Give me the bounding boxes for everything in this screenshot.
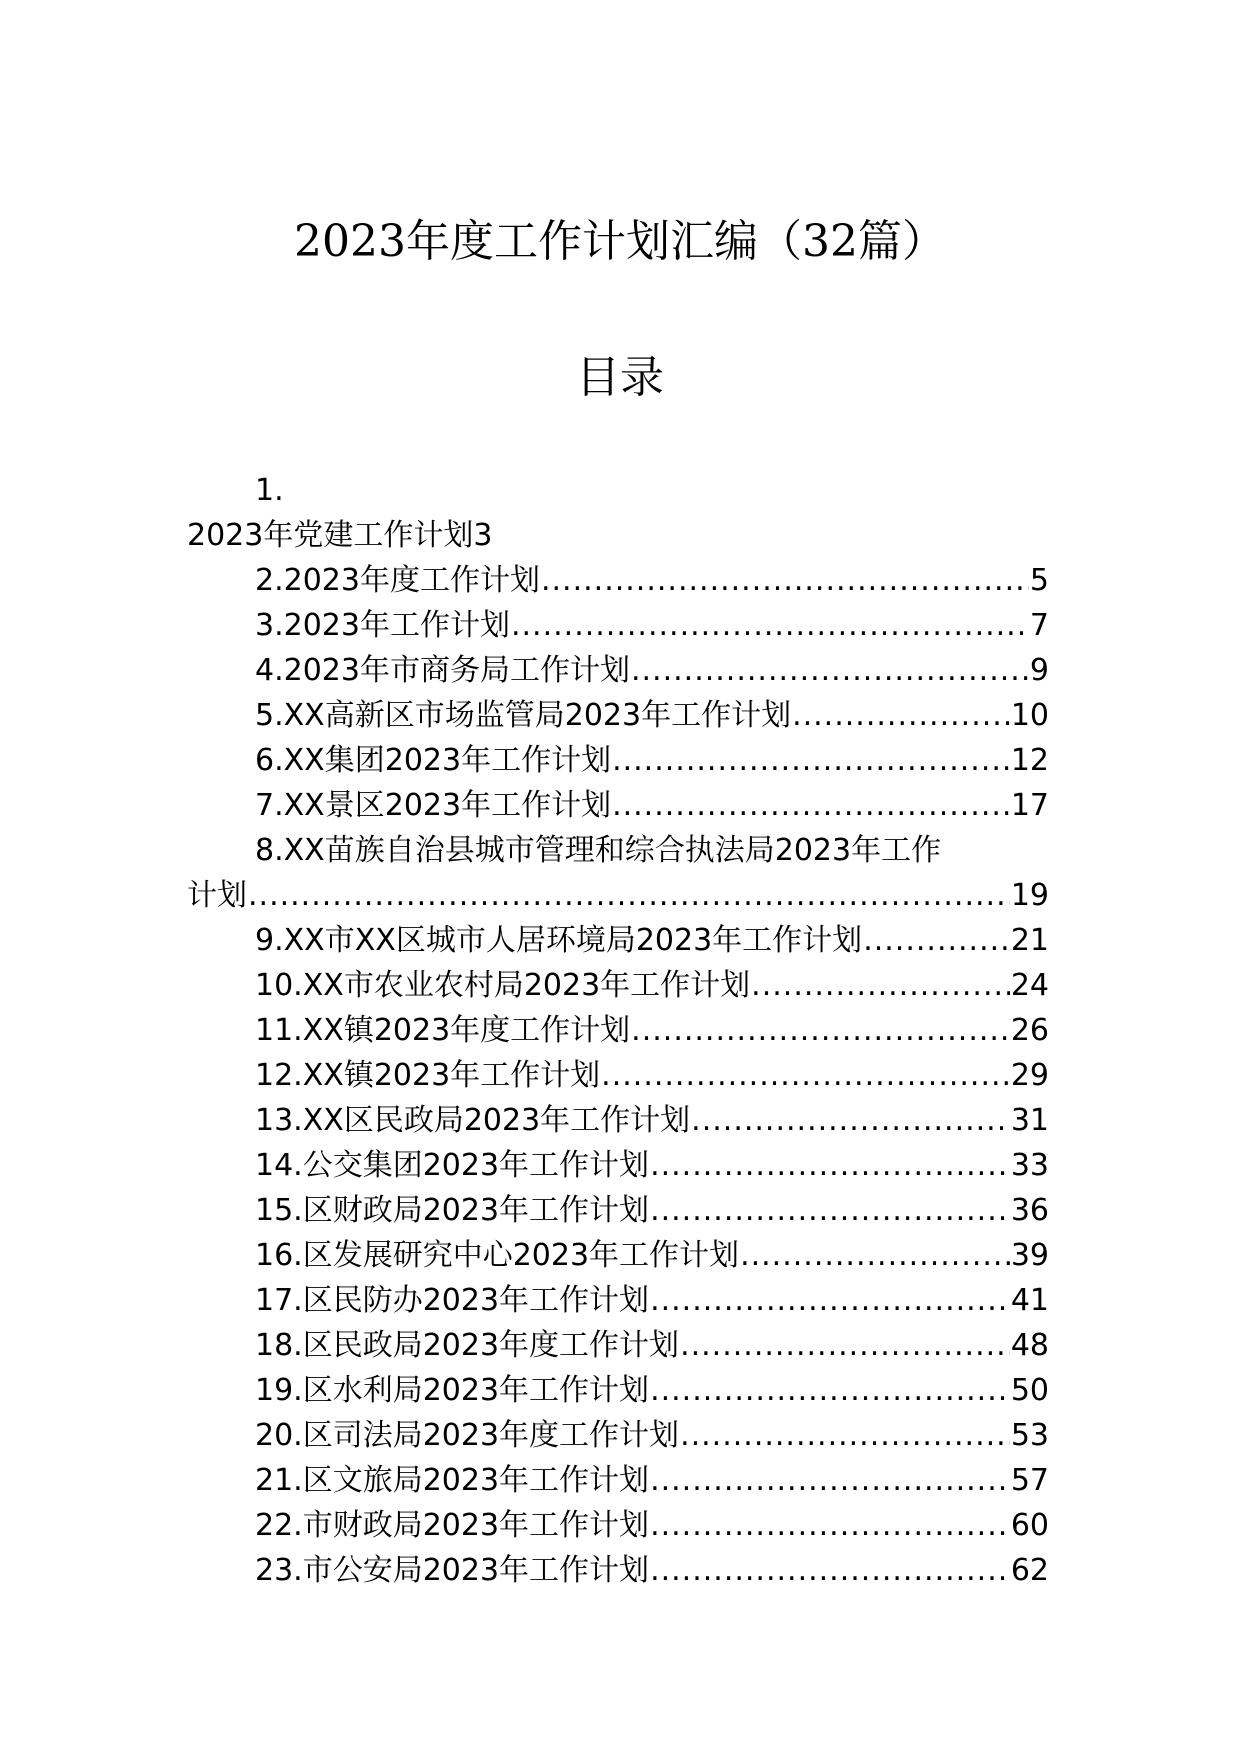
toc-entry-label: 12.XX镇2023年工作计划 bbox=[255, 1058, 601, 1093]
toc-entry-label: 19.区水利局2023年工作计划 bbox=[255, 1373, 650, 1408]
toc-entry[interactable] bbox=[187, 648, 1049, 693]
toc-entry[interactable] bbox=[187, 1278, 1049, 1323]
toc-entry-label: 14.公交集团2023年工作计划 bbox=[255, 1148, 650, 1183]
toc-entry[interactable] bbox=[187, 963, 1049, 1008]
dot-leader bbox=[680, 1323, 1010, 1368]
toc-entry-label: 20.区司法局2023年度工作计划 bbox=[255, 1418, 680, 1453]
toc-entry-label: 9.XX市XX区城市人居环境局2023年工作计划 bbox=[255, 923, 863, 958]
toc-entry-label: 15.区财政局2023年工作计划 bbox=[255, 1193, 650, 1228]
toc-entry-label: 5.XX高新区市场监管局2023年工作计划 bbox=[255, 698, 792, 733]
toc-entry-page: 9 bbox=[1029, 653, 1049, 688]
dot-leader bbox=[650, 1278, 1010, 1323]
toc-entry[interactable] bbox=[187, 603, 1049, 648]
toc-heading: 目录 bbox=[576, 352, 664, 403]
toc-entry-page: 5 bbox=[1029, 563, 1049, 598]
toc-entry-label: 16.区发展研究中心2023年工作计划 bbox=[255, 1238, 740, 1273]
dot-leader bbox=[248, 873, 1010, 918]
dot-leader bbox=[792, 693, 1010, 738]
toc-entry[interactable] bbox=[187, 1143, 1049, 1188]
toc-entry[interactable] bbox=[187, 1548, 1049, 1593]
dot-leader bbox=[631, 1008, 1010, 1053]
table-of-contents bbox=[187, 468, 1049, 1593]
toc-entry-page: 12 bbox=[1010, 743, 1049, 778]
dot-leader bbox=[650, 1458, 1010, 1503]
toc-entry[interactable] bbox=[187, 1323, 1049, 1368]
toc-entry-page: 31 bbox=[1010, 1103, 1049, 1138]
toc-entry-page: 17 bbox=[1010, 788, 1049, 823]
toc-entry-label: 2.2023年度工作计划 bbox=[255, 563, 540, 598]
toc-entry-label: 11.XX镇2023年度工作计划 bbox=[255, 1013, 631, 1048]
toc-entry[interactable] bbox=[187, 1458, 1049, 1503]
toc-entry-page: 57 bbox=[1010, 1463, 1049, 1498]
dot-leader bbox=[601, 1053, 1010, 1098]
toc-entry[interactable] bbox=[187, 1233, 1049, 1278]
dot-leader bbox=[680, 1413, 1010, 1458]
toc-entry-label: 23.市公安局2023年工作计划 bbox=[255, 1553, 650, 1588]
toc-entry[interactable] bbox=[187, 1098, 1049, 1143]
toc-entry-1-number[interactable]: 1. bbox=[255, 473, 284, 508]
toc-entry-page: 26 bbox=[1010, 1013, 1049, 1048]
dot-leader bbox=[650, 1503, 1010, 1548]
toc-entry-page: 39 bbox=[1010, 1238, 1049, 1273]
dot-leader bbox=[612, 783, 1010, 828]
dot-leader bbox=[751, 963, 1010, 1008]
dot-leader bbox=[863, 918, 1010, 963]
toc-entry-page: 62 bbox=[1010, 1553, 1049, 1588]
toc-entry-page: 50 bbox=[1010, 1373, 1049, 1408]
toc-entry-page: 19 bbox=[1010, 878, 1049, 913]
toc-entry[interactable] bbox=[187, 1188, 1049, 1233]
toc-entry-label: 4.2023年市商务局工作计划 bbox=[255, 653, 630, 688]
toc-entry-page: 53 bbox=[1010, 1418, 1049, 1453]
toc-entry-page: 36 bbox=[1010, 1193, 1049, 1228]
toc-entry-label: 17.区民防办2023年工作计划 bbox=[255, 1283, 650, 1318]
dot-leader bbox=[691, 1098, 1010, 1143]
toc-entry-8-line-1[interactable]: 8.XX苗族自治县城市管理和综合执法局2023年工作 bbox=[255, 833, 942, 868]
dot-leader bbox=[650, 1143, 1010, 1188]
toc-entry[interactable] bbox=[187, 1413, 1049, 1458]
dot-leader bbox=[740, 1233, 1010, 1278]
toc-entry-page: 60 bbox=[1010, 1508, 1049, 1543]
toc-entry-8-line-2[interactable] bbox=[187, 873, 1049, 918]
toc-entry-page: 29 bbox=[1010, 1058, 1049, 1093]
dot-leader bbox=[650, 1368, 1010, 1413]
document-title: 2023年度工作计划汇编（32篇） bbox=[294, 216, 946, 267]
toc-entry-page: 48 bbox=[1010, 1328, 1049, 1363]
toc-entry-label: 7.XX景区2023年工作计划 bbox=[255, 788, 612, 823]
toc-entry[interactable] bbox=[187, 1053, 1049, 1098]
toc-entry[interactable] bbox=[187, 918, 1049, 963]
toc-entry-page: 24 bbox=[1010, 968, 1049, 1003]
toc-entry-label: 18.区民政局2023年度工作计划 bbox=[255, 1328, 680, 1363]
dot-leader bbox=[631, 648, 1029, 693]
toc-entry[interactable] bbox=[187, 693, 1049, 738]
toc-entry-label: 10.XX市农业农村局2023年工作计划 bbox=[255, 968, 751, 1003]
toc-entry[interactable] bbox=[187, 738, 1049, 783]
dot-leader bbox=[650, 1188, 1010, 1233]
toc-entry[interactable] bbox=[187, 1368, 1049, 1413]
dot-leader bbox=[612, 738, 1010, 783]
toc-entry-page: 41 bbox=[1010, 1283, 1049, 1318]
toc-entry-page: 33 bbox=[1010, 1148, 1049, 1183]
toc-entry-label: 22.市财政局2023年工作计划 bbox=[255, 1508, 650, 1543]
dot-leader bbox=[541, 558, 1029, 603]
toc-entry-page: 21 bbox=[1010, 923, 1049, 958]
toc-entry[interactable] bbox=[187, 783, 1049, 828]
toc-entry[interactable] bbox=[187, 1008, 1049, 1053]
toc-entry-label: 3.2023年工作计划 bbox=[255, 608, 510, 643]
toc-entry[interactable] bbox=[187, 1503, 1049, 1548]
toc-entry-label: 21.区文旅局2023年工作计划 bbox=[255, 1463, 650, 1498]
dot-leader bbox=[650, 1548, 1010, 1593]
toc-entry-label: 6.XX集团2023年工作计划 bbox=[255, 743, 612, 778]
dot-leader bbox=[511, 603, 1029, 648]
toc-entry-label: 13.XX区民政局2023年工作计划 bbox=[255, 1103, 691, 1138]
toc-entry-1-text[interactable]: 2023年党建工作计划3 bbox=[187, 518, 493, 553]
toc-entry-page: 10 bbox=[1010, 698, 1049, 733]
toc-entry[interactable] bbox=[187, 558, 1049, 603]
toc-entry-page: 7 bbox=[1029, 608, 1049, 643]
toc-entry-label: 计划 bbox=[187, 878, 247, 913]
